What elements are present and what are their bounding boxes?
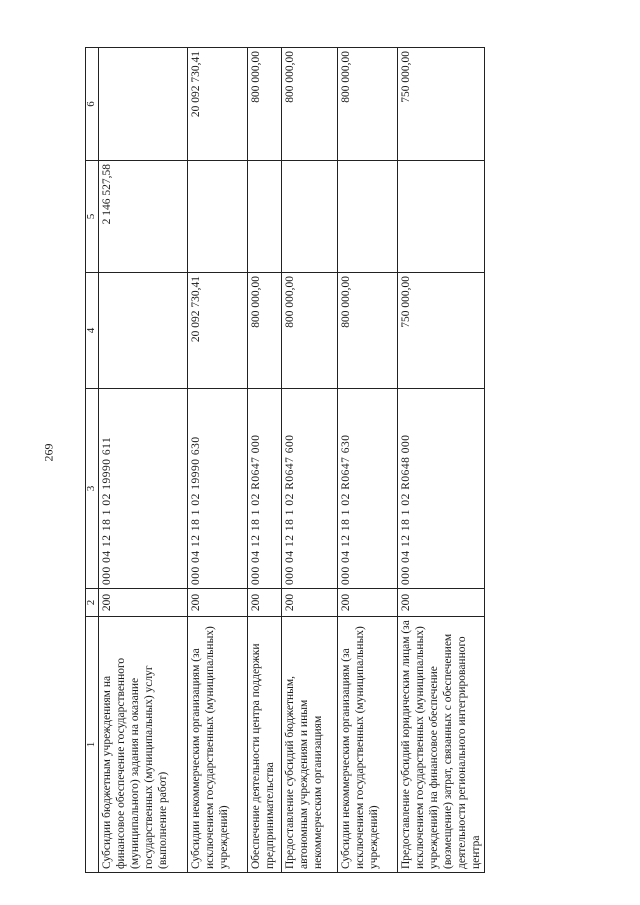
row-col4: 800 000,00 [338, 273, 398, 389]
table-row [338, 48, 398, 873]
row-col4: 750 000,00 [398, 273, 485, 389]
row-col4 [99, 273, 188, 389]
header-col-2: 2 [86, 589, 99, 617]
row-name: Предоставление субсидий юридическим лицам (за исключением государственных (муниципальных) учреждений) на финансовое обеспечение (возмещение) затрат, связанных с обеспечением деятельности регионального интегрированного центра [398, 617, 485, 873]
row-col5 [282, 161, 338, 273]
row-col6 [99, 48, 188, 161]
header-col-3: 3 [86, 389, 99, 589]
row-admin-code: 200 [188, 589, 248, 617]
row-classification-code: 000 04 12 18 1 02 R0647 630 [338, 389, 398, 589]
page-number: 269 [41, 443, 56, 462]
row-col5 [338, 161, 398, 273]
row-name: Субсидии бюджетным учреждениям на финансовое обеспечение государственного (муниципального) задания на оказание государственных (муниципальных) услуг (выполнение работ) [99, 617, 188, 873]
budget-table [85, 47, 485, 873]
row-col6: 800 000,00 [248, 48, 282, 161]
header-col-6: 6 [86, 48, 99, 161]
header-col-1: 1 [86, 617, 99, 873]
table-row [248, 48, 282, 873]
row-col4: 800 000,00 [248, 273, 282, 389]
row-name: Субсидии некоммерческим организациям (за исключением государственных (муниципальных) учреждений) [188, 617, 248, 873]
header-col-5: 5 [86, 161, 99, 273]
row-admin-code: 200 [248, 589, 282, 617]
table-row [282, 48, 338, 873]
row-col4: 20 092 730,41 [188, 273, 248, 389]
row-name: Обеспечение деятельности центра поддержки предпринимательства [248, 617, 282, 873]
row-classification-code: 000 04 12 18 1 02 19990 611 [99, 389, 188, 589]
row-col6: 800 000,00 [282, 48, 338, 161]
row-classification-code: 000 04 12 18 1 02 R0647 000 [248, 389, 282, 589]
table-row [398, 48, 485, 873]
table-row [99, 48, 188, 873]
row-col5 [248, 161, 282, 273]
header-col-4: 4 [86, 273, 99, 389]
row-admin-code: 200 [338, 589, 398, 617]
row-col5 [188, 161, 248, 273]
row-name: Субсидии некоммерческим организациям (за исключением государственных (муниципальных) учреждений) [338, 617, 398, 873]
row-col5: 2 146 527,58 [99, 161, 188, 273]
row-admin-code: 200 [99, 589, 188, 617]
row-admin-code: 200 [398, 589, 485, 617]
row-name: Предоставление субсидий бюджетным, автономным учреждениям и иным некоммерческим организациям [282, 617, 338, 873]
row-col4: 800 000,00 [282, 273, 338, 389]
row-col6: 800 000,00 [338, 48, 398, 161]
row-classification-code: 000 04 12 18 1 02 19990 630 [188, 389, 248, 589]
row-admin-code: 200 [282, 589, 338, 617]
header-row [86, 48, 99, 873]
table-row [188, 48, 248, 873]
rotated-table-container [85, 48, 482, 873]
row-col5 [398, 161, 485, 273]
row-classification-code: 000 04 12 18 1 02 R0647 600 [282, 389, 338, 589]
row-col6: 750 000,00 [398, 48, 485, 161]
row-classification-code: 000 04 12 18 1 02 R0648 000 [398, 389, 485, 589]
row-col6: 20 092 730,41 [188, 48, 248, 161]
